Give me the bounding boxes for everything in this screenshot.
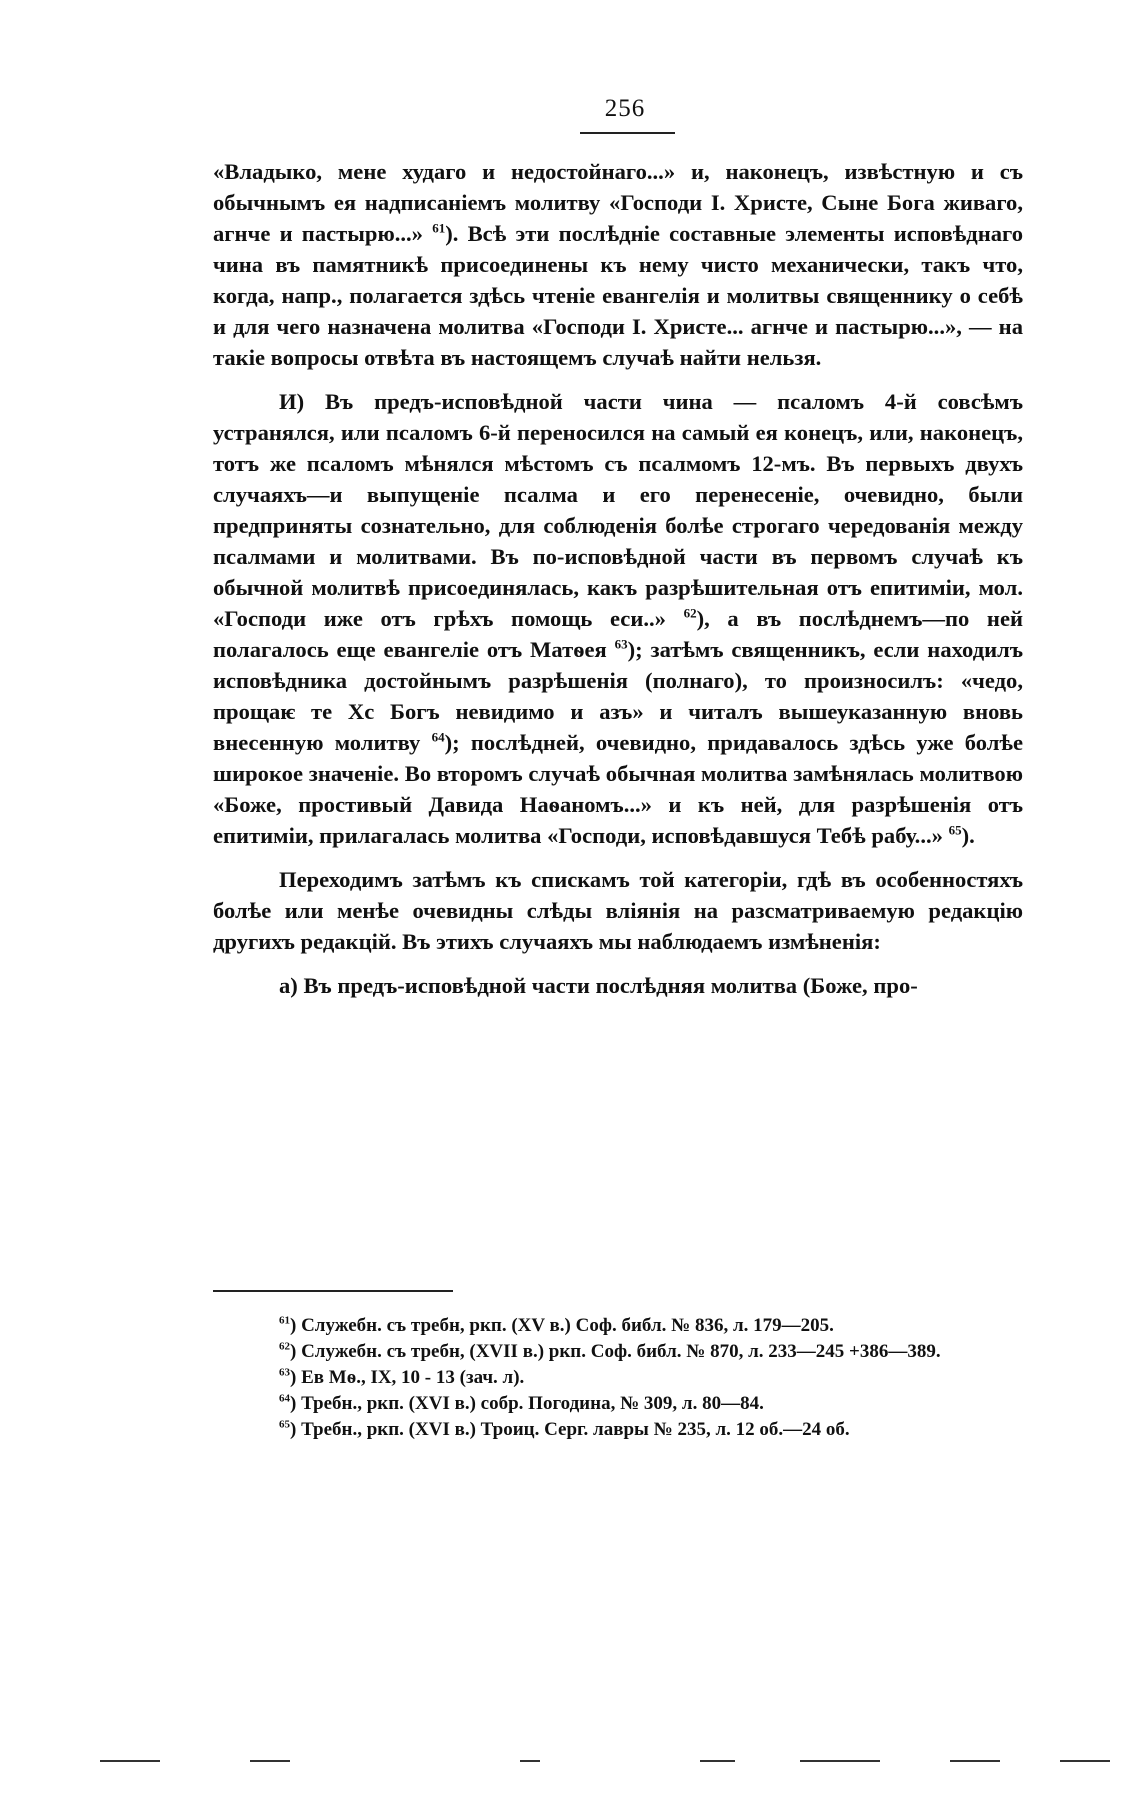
footnote-64-mark: 64 — [279, 1392, 290, 1405]
footnote-65 — [213, 1417, 1023, 1443]
scan-mark — [1060, 1760, 1110, 1762]
scan-mark — [800, 1760, 880, 1762]
paragraph-2-tail-d: ). — [961, 823, 975, 848]
scan-mark — [520, 1760, 540, 1762]
paragraph-3: Переходимъ затѣмъ къ спискамъ той категоріи, гдѣ въ особенностяхъ болѣе или менѣе очевидны слѣды вліянія на разсматриваемую редакцію другихъ редакцій. Въ этихъ случаяхъ мы наблюдаемъ измѣненія: — [213, 867, 1023, 954]
paragraph-2-text: И) Въ предъ-исповѣдной части чина — псаломъ 4-й совсѣмъ устранялся, или псаломъ 6-й переносился на самый ея конецъ, или, наконецъ, тотъ же псаломъ мѣнялся мѣстомъ съ псалмомъ 12-мъ. Въ первыхъ двухъ случаяхъ—и выпущеніе псалма и его перенесеніе, очевидно, были предприняты сознательно, для соблюденія болѣе строгаго чередованія между псалмами и молитвами. Въ по-исповѣдной части въ первомъ случаѣ къ обычной молитвѣ присоединялась, какъ разрѣшительная отъ епитиміи, мол. «Господи иже отъ грѣхъ помощь еси..» — [213, 389, 1023, 631]
footnote-rule — [213, 1290, 453, 1292]
scan-mark — [100, 1760, 160, 1762]
footnote-63-mark: 63 — [279, 1366, 290, 1379]
footnotes — [213, 1313, 1023, 1443]
footnote-ref-62: 62 — [683, 605, 697, 621]
scan-mark — [950, 1760, 1000, 1762]
page-number-rule — [580, 132, 675, 134]
footnote-62-mark: 62 — [279, 1340, 290, 1353]
footnote-62-text: ) Служебн. съ требн, (XVII в.) ркп. Соф. библ. № 870, л. 233—245 +386—389. — [290, 1341, 941, 1362]
footnote-62 — [213, 1339, 1023, 1365]
scan-mark — [250, 1760, 290, 1762]
footnote-65-text: ) Требн., ркп. (XVI в.) Троиц. Серг. лавры № 235, л. 12 об.—24 об. — [290, 1419, 850, 1440]
paragraph-2 — [213, 386, 1023, 851]
paragraph-2-tail-c: ); послѣдней, очевидно, придавалось здѣсь уже болѣе широкое значеніе. Во второмъ случаѣ обычная молитва замѣнялась молитвою «Боже, простивый Давида Наѳаномъ...» и къ ней, для разрѣшенія отъ епитиміи, прилагалась молитва «Господи, исповѣдавшуся Тебѣ рабу...» — [213, 730, 1023, 848]
scan-mark — [700, 1760, 735, 1762]
footnote-65-mark: 65 — [279, 1418, 290, 1431]
footnote-ref-63: 63 — [614, 636, 628, 652]
footnote-63 — [213, 1365, 1023, 1391]
paragraph-1 — [213, 156, 1023, 373]
footnote-64-text: ) Требн., ркп. (XVI в.) собр. Погодина, № 309, л. 80—84. — [290, 1393, 764, 1414]
footnote-ref-61: 61 — [432, 220, 446, 236]
paragraph-2-tail-a: ), а въ послѣднемъ—по ней полагалось еще евангеліе отъ Матѳея — [213, 606, 1023, 662]
footnote-ref-64: 64 — [431, 729, 445, 745]
footnote-64 — [213, 1391, 1023, 1417]
paragraph-1-text: «Владыко, мене худаго и недостойнаго...» и, наконецъ, извѣстную и съ обычнымъ ея надписаніемъ молитву «Господи І. Христе, Сыне Бога живаго, агнче и пастырю...» — [213, 159, 1023, 246]
footnote-ref-65: 65 — [948, 822, 962, 838]
paragraph-1-tail: ). Всѣ эти послѣдніе составные элементы исповѣднаго чина въ памятникѣ присоединены къ нему чисто механически, такъ что, когда, напр., полагается здѣсь чтеніе евангелія и молитвы священнику о себѣ и для чего назначена молитва «Господи І. Христе... агнче и пастырю...», — на такіе вопросы отвѣта въ настоящемъ случаѣ найти нельзя. — [213, 221, 1024, 370]
footnote-61 — [213, 1313, 1023, 1339]
footnote-63-text: ) Ев Мѳ., IX, 10 - 13 (зач. л). — [290, 1367, 525, 1388]
scan-edge-marks — [100, 1760, 1110, 1768]
footnote-61-text: ) Служебн. съ требн, ркп. (XV в.) Соф. библ. № 836, л. 179—205. — [290, 1315, 834, 1336]
page-number: 256 — [604, 95, 646, 122]
footnote-61-mark: 61 — [279, 1314, 290, 1327]
paragraph-4: а) Въ предъ-исповѣдной части послѣдняя молитва (Боже, про- — [279, 973, 918, 998]
body-text — [213, 156, 1023, 1001]
paragraph-2-tail-b: ); затѣмъ священникъ, если находилъ исповѣдника достойнымъ разрѣшенія (полнаго), то произносилъ: «чедо, прощаѥ те Хс Богъ невидимо и азъ» и читалъ вышеуказанную вновь внесенную молитву — [213, 637, 1023, 755]
